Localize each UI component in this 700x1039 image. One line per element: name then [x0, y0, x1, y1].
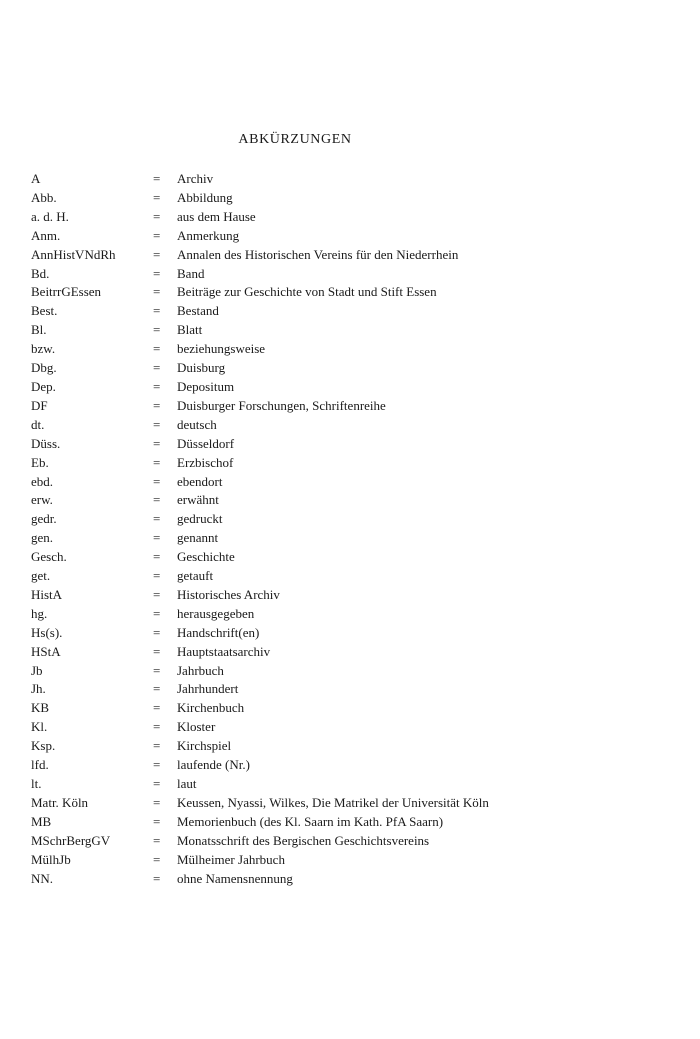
abbreviation-term: Bl.	[31, 322, 47, 338]
abbreviation-meaning: Abbildung	[177, 189, 233, 205]
equals-sign: =	[153, 227, 161, 243]
abbreviation-meaning: laut	[177, 776, 197, 791]
abbreviation-meaning: gedruckt	[177, 511, 223, 527]
equals-sign: =	[153, 397, 161, 413]
abbreviation-term: Jh.	[31, 681, 46, 697]
equals-sign: =	[153, 284, 161, 300]
abbreviation-row	[31, 851, 561, 870]
abbreviation-row	[31, 586, 561, 605]
abbreviation-meaning: Duisburger Forschungen, Schriftenreihe	[177, 397, 386, 413]
abbreviation-row	[31, 189, 561, 208]
equals-sign: =	[153, 586, 161, 602]
abbreviation-meaning: Duisburg	[177, 360, 226, 376]
abbreviation-term: MB	[31, 813, 52, 829]
equals-sign: =	[153, 265, 161, 281]
abbreviation-term: dt.	[31, 416, 45, 432]
abbreviation-meaning: Bestand	[177, 303, 219, 319]
equals-sign: =	[153, 303, 161, 319]
abbreviation-meaning: Memorienbuch (des Kl. Saarn im Kath. PfA Saarn)	[177, 813, 444, 829]
abbreviation-meaning: Mülheimer Jahrbuch	[177, 851, 285, 867]
equals-sign: =	[153, 738, 161, 754]
abbreviation-term: Düss.	[31, 435, 61, 451]
equals-sign: =	[153, 794, 161, 810]
abbreviation-row	[31, 397, 561, 416]
abbreviation-row	[31, 302, 561, 321]
abbreviation-row	[31, 170, 561, 189]
abbreviation-term: Dep.	[31, 378, 56, 394]
equals-sign: =	[153, 454, 161, 470]
abbreviation-meaning: herausgegeben	[177, 605, 255, 621]
abbreviation-meaning: Kloster	[177, 719, 216, 735]
abbreviation-meaning: genannt	[177, 530, 219, 546]
abbreviation-term: KB	[31, 700, 50, 716]
abbreviation-row	[31, 227, 561, 246]
equals-sign: =	[153, 416, 161, 432]
abbreviation-term: hg.	[31, 605, 48, 621]
abbreviation-row	[31, 359, 561, 378]
abbreviation-row	[31, 473, 561, 492]
abbreviation-meaning: Beiträge zur Geschichte von Stadt und Stift Essen	[177, 284, 437, 300]
equals-sign: =	[153, 530, 161, 546]
abbreviation-term: A	[31, 171, 41, 186]
abbreviation-meaning: getauft	[177, 568, 214, 584]
abbreviation-term: a. d. H.	[31, 208, 69, 224]
equals-sign: =	[153, 605, 161, 621]
abbreviation-term: get.	[31, 568, 51, 584]
abbreviation-meaning: beziehungsweise	[177, 341, 266, 357]
abbreviation-term: Hs(s).	[31, 624, 63, 640]
abbreviation-row	[31, 813, 561, 832]
equals-sign: =	[153, 246, 161, 262]
abbreviation-term: DF	[31, 397, 48, 413]
abbreviation-term: HStA	[31, 643, 61, 659]
abbreviation-meaning: Band	[177, 265, 205, 281]
abbreviation-row	[31, 718, 561, 737]
abbreviation-row	[31, 208, 561, 227]
abbreviation-term: Abb.	[31, 189, 57, 205]
abbreviation-term: lt.	[31, 776, 42, 791]
equals-sign: =	[153, 870, 161, 886]
equals-sign: =	[153, 681, 161, 697]
abbreviation-meaning: Düsseldorf	[177, 435, 235, 451]
equals-sign: =	[153, 700, 161, 716]
abbreviation-term: Dbg.	[31, 360, 57, 376]
equals-sign: =	[153, 643, 161, 659]
abbreviation-row	[31, 662, 561, 681]
abbreviation-row	[31, 246, 561, 265]
equals-sign: =	[153, 719, 161, 735]
abbreviation-term: Best.	[31, 303, 58, 319]
abbreviation-row	[31, 643, 561, 662]
abbreviation-meaning: Geschichte	[177, 549, 235, 565]
abbreviation-row	[31, 491, 561, 510]
abbreviation-meaning: Anmerkung	[177, 227, 240, 243]
equals-sign: =	[153, 813, 161, 829]
equals-sign: =	[153, 851, 161, 867]
abbreviation-term: Bd.	[31, 265, 50, 281]
equals-sign: =	[153, 341, 161, 357]
abbreviation-row	[31, 624, 561, 643]
abbreviation-row	[31, 283, 561, 302]
equals-sign: =	[153, 568, 161, 584]
abbreviation-term: BeitrrGEssen	[31, 284, 102, 300]
abbreviation-meaning: Keussen, Nyassi, Wilkes, Die Matrikel der Universität Köln	[177, 794, 489, 810]
page-title: ABKÜRZUNGEN	[238, 132, 352, 147]
abbreviation-meaning: Depositum	[177, 378, 235, 394]
abbreviation-meaning: Jahrbuch	[177, 662, 224, 678]
abbreviation-term: Kl.	[31, 719, 48, 735]
abbreviation-meaning: Blatt	[177, 322, 203, 338]
abbreviation-meaning: laufende (Nr.)	[177, 757, 250, 773]
abbreviation-row	[31, 794, 561, 813]
abbreviation-meaning: Archiv	[177, 171, 214, 186]
equals-sign: =	[153, 171, 161, 186]
abbreviation-term: gedr.	[31, 511, 57, 527]
abbreviation-meaning: Kirchspiel	[177, 738, 232, 754]
equals-sign: =	[153, 208, 161, 224]
abbreviation-term: Eb.	[31, 454, 49, 470]
abbreviation-meaning: Handschrift(en)	[177, 624, 260, 640]
abbreviation-term: HistA	[31, 586, 63, 602]
equals-sign: =	[153, 492, 161, 508]
abbreviation-row	[31, 737, 561, 756]
abbreviation-row	[31, 756, 561, 775]
abbreviation-row	[31, 605, 561, 624]
equals-sign: =	[153, 662, 161, 678]
abbreviation-row	[31, 832, 561, 851]
abbreviation-row	[31, 340, 561, 359]
abbreviation-term: MSchrBergGV	[31, 832, 111, 848]
equals-sign: =	[153, 189, 161, 205]
equals-sign: =	[153, 360, 161, 376]
abbreviation-row	[31, 567, 561, 586]
abbreviation-term: MülhJb	[31, 851, 71, 867]
equals-sign: =	[153, 378, 161, 394]
abbreviation-row	[31, 529, 561, 548]
abbreviation-term: AnnHistVNdRh	[31, 246, 116, 262]
abbreviation-row	[31, 870, 561, 889]
abbreviation-term: erw.	[31, 492, 53, 508]
abbreviation-meaning: deutsch	[177, 416, 217, 432]
equals-sign: =	[153, 435, 161, 451]
abbreviation-term: ebd.	[31, 473, 54, 489]
abbreviation-row	[31, 321, 561, 340]
equals-sign: =	[153, 549, 161, 565]
abbreviation-list	[31, 170, 561, 888]
abbreviation-meaning: Historisches Archiv	[177, 586, 280, 602]
abbreviation-row	[31, 510, 561, 529]
abbreviation-row	[31, 548, 561, 567]
equals-sign: =	[153, 832, 161, 848]
abbreviation-term: Anm.	[31, 227, 61, 243]
equals-sign: =	[153, 624, 161, 640]
abbreviation-meaning: ohne Namensnennung	[177, 870, 293, 886]
abbreviation-term: lfd.	[31, 757, 49, 773]
abbreviation-row	[31, 680, 561, 699]
equals-sign: =	[153, 473, 161, 489]
equals-sign: =	[153, 757, 161, 773]
abbreviation-row	[31, 378, 561, 397]
abbreviation-row	[31, 416, 561, 435]
abbreviation-term: Gesch.	[31, 549, 67, 565]
abbreviation-meaning: aus dem Hause	[177, 208, 256, 224]
abbreviation-row	[31, 699, 561, 718]
equals-sign: =	[153, 776, 161, 791]
abbreviation-term: Ksp.	[31, 738, 56, 754]
abbreviation-meaning: Kirchenbuch	[177, 700, 245, 716]
abbreviation-row	[31, 435, 561, 454]
equals-sign: =	[153, 322, 161, 338]
abbreviation-meaning: ebendort	[177, 473, 223, 489]
abbreviation-meaning: erwähnt	[177, 492, 219, 508]
abbreviation-term: bzw.	[31, 341, 56, 357]
abbreviation-row	[31, 454, 561, 473]
abbreviation-term: NN.	[31, 870, 54, 886]
abbreviation-term: Jb	[31, 662, 43, 678]
abbreviation-meaning: Hauptstaatsarchiv	[177, 643, 271, 659]
abbreviation-row	[31, 775, 561, 794]
abbreviation-meaning: Jahrhundert	[177, 681, 239, 697]
abbreviation-meaning: Erzbischof	[177, 454, 234, 470]
abbreviation-meaning: Monatsschrift des Bergischen Geschichtsvereins	[177, 832, 430, 848]
abbreviation-row	[31, 265, 561, 284]
equals-sign: =	[153, 511, 161, 527]
abbreviation-term: Matr. Köln	[31, 794, 89, 810]
abbreviation-meaning: Annalen des Historischen Vereins für den Niederrhein	[177, 246, 459, 262]
abbreviation-term: gen.	[31, 530, 54, 546]
